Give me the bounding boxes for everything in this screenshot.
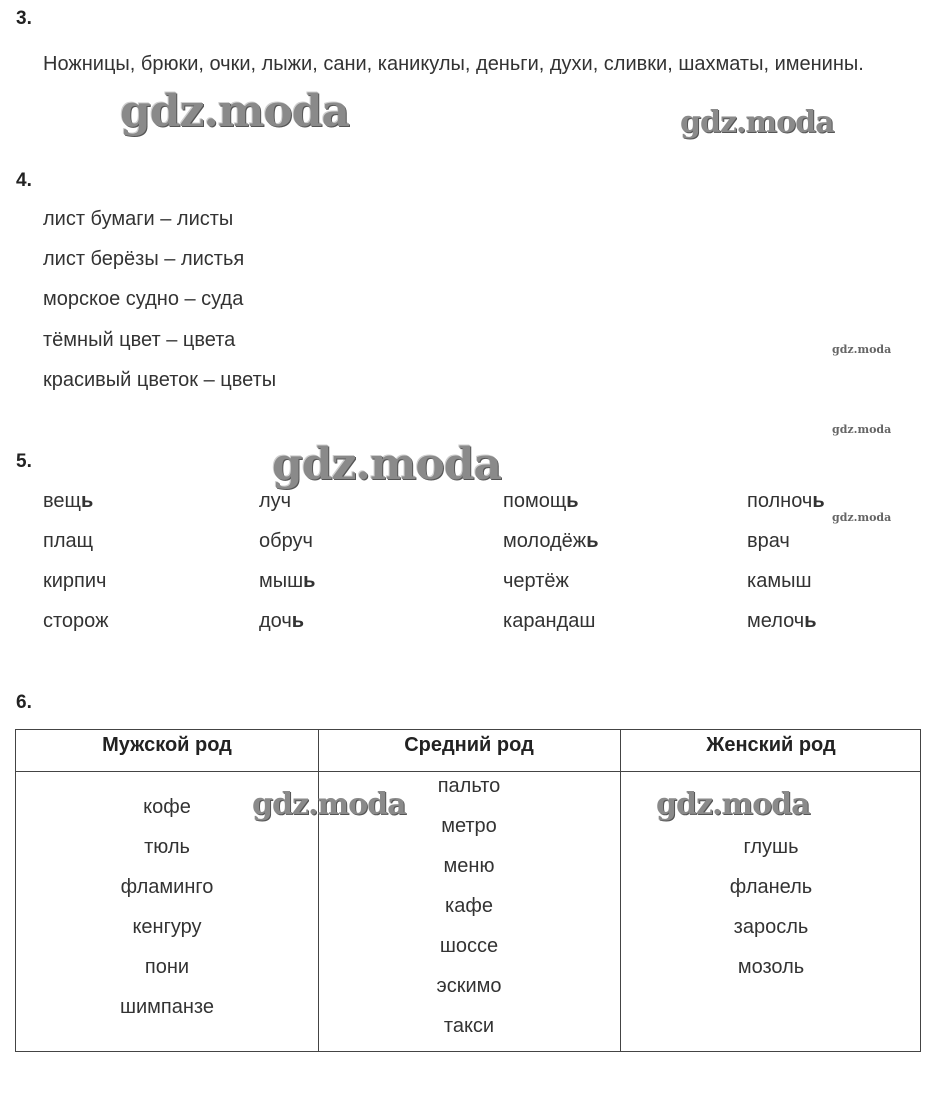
exercise-5-word: кирпич bbox=[43, 570, 107, 592]
exercise-5-word: плащ bbox=[43, 530, 94, 552]
exercise-5-word: карандаш bbox=[503, 610, 596, 632]
exercise-4-number: 4. bbox=[16, 170, 32, 191]
table-cell: кафе bbox=[445, 895, 493, 917]
watermark-logo: gdz.moda bbox=[656, 787, 810, 822]
masculine-column bbox=[16, 790, 318, 1030]
table-cell: глушь bbox=[743, 836, 799, 858]
exercise-4-line: тёмный цвет – цвета bbox=[43, 329, 236, 351]
header-feminine: Женский род bbox=[706, 734, 836, 756]
table-cell: метро bbox=[441, 815, 497, 837]
watermark-logo: gdz.moda bbox=[120, 86, 350, 137]
header-neuter: Средний род bbox=[404, 734, 534, 756]
table-cell: меню bbox=[443, 855, 495, 877]
exercise-5-word: вещь bbox=[43, 490, 94, 512]
exercise-5-word: врач bbox=[747, 530, 790, 552]
watermark-logo: gdz.moda bbox=[832, 511, 892, 524]
table-cell: фланель bbox=[729, 876, 813, 898]
table-cell: эскимо bbox=[436, 975, 502, 997]
exercise-4-line: морское судно – суда bbox=[43, 288, 244, 310]
exercise-5-word: помощь bbox=[503, 490, 579, 512]
exercise-5-word: чертёж bbox=[503, 570, 569, 592]
table-cell: пони bbox=[144, 956, 190, 978]
table-cell: такси bbox=[443, 1015, 495, 1037]
exercise-5-number: 5. bbox=[16, 451, 32, 472]
exercise-5-word: обруч bbox=[259, 530, 313, 552]
exercise-3-answer: Ножницы, брюки, очки, лыжи, сани, каникулы, деньги, духи, сливки, шахматы, именины. bbox=[43, 53, 864, 75]
table-cell: заросль bbox=[733, 916, 809, 938]
watermark-logo: gdz.moda bbox=[832, 343, 892, 356]
table-cell: шоссе bbox=[439, 935, 499, 957]
feminine-column bbox=[620, 830, 922, 990]
exercise-5-word: молодёжь bbox=[503, 530, 599, 552]
watermark-logo: gdz.moda bbox=[680, 105, 834, 140]
exercise-4-line: лист берёзы – листья bbox=[43, 248, 245, 270]
table-cell: мозоль bbox=[737, 956, 805, 978]
table-cell: тюль bbox=[144, 836, 190, 858]
exercise-4-line: лист бумаги – листы bbox=[43, 208, 234, 230]
header-masculine: Мужской род bbox=[102, 734, 232, 756]
exercise-4-line: красивый цветок – цветы bbox=[43, 369, 277, 391]
exercise-5-word: полночь bbox=[747, 490, 825, 512]
exercise-5-word: мышь bbox=[259, 570, 316, 592]
watermark-logo: gdz.moda bbox=[252, 787, 406, 822]
table-cell: шимпанзе bbox=[119, 996, 215, 1018]
table-cell: пальто bbox=[437, 775, 501, 797]
exercise-5-word: луч bbox=[259, 490, 292, 512]
gender-table bbox=[15, 729, 921, 1052]
exercise-5-word: сторож bbox=[43, 610, 109, 632]
watermark-logo: gdz.moda bbox=[272, 439, 502, 490]
table-cell: фламинго bbox=[120, 876, 214, 898]
watermark-logo: gdz.moda bbox=[832, 423, 892, 436]
exercise-6-number: 6. bbox=[16, 692, 32, 713]
table-cell: кофе bbox=[143, 796, 191, 818]
exercise-5-word: дочь bbox=[259, 610, 305, 632]
exercise-5-word: мелочь bbox=[747, 610, 817, 632]
exercise-3-number: 3. bbox=[16, 8, 32, 29]
table-cell: кенгуру bbox=[132, 916, 202, 938]
exercise-5-word: камыш bbox=[747, 570, 812, 592]
